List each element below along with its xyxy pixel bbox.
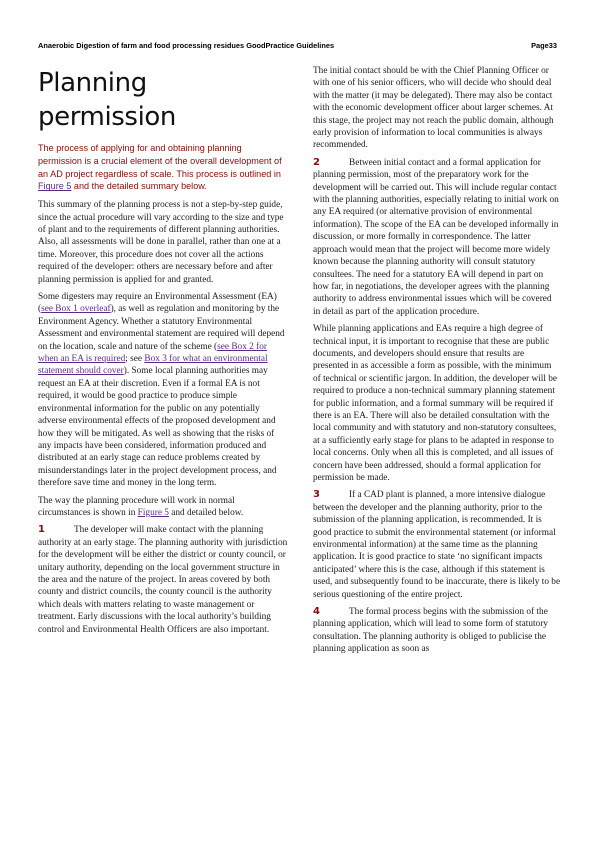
title-line-1: Planning — [38, 68, 147, 98]
intro-text: The process of applying for and obtaining planning permission is a crucial element of the overall development of an AD project regardless of scale. This process is outlined in — [38, 143, 282, 179]
step-4-number: 4 — [313, 606, 320, 618]
ea-text-a: Some digesters may require an Environmental Assessment (EA) ( — [38, 292, 277, 315]
step-4 — [313, 606, 561, 656]
step-1-text: The developer will make contact with the planning authority at an early stage. The planning authority with jurisdiction for the development will be either the district or county council, or unitary authority, depending on the local government structure in the area and the nature of the project. In areas covered by both county and district councils, the county council is the authority which deals with matters relating to waste management or treatment. Early discussions with the local authority’s building control and Environmental Health Officers are also important. — [38, 525, 288, 635]
paragraph-procedure — [38, 495, 288, 520]
procedure-text-b: and detailed below. — [168, 507, 244, 518]
page-title — [38, 66, 288, 134]
box-3-link[interactable]: Box 3 for what an environmental statement should cover — [38, 354, 268, 377]
paragraph-summary: This summary of the planning process is not a step-by-step guide, since the actual procedure will vary according to the size and type of plant and to the requirements of different planning authorities. Also, all assessments will be done in parallel, rather than one at a time. Moreover, this procedure does not cover all the actions required of the developer: others are necessary before and after planning permission is applied for and granted. — [38, 200, 284, 285]
paragraph-initial-contact: The initial contact should be with the Chief Planning Officer or with one of his senior officers, who will decide who should deal with the matter (it may be delegated). There may also be contact with the economic development officer about larger schemes. At this stage, the project may not reach the public domain, although early provision of information to local communities is always recommended. — [313, 66, 554, 151]
step-2-number: 2 — [313, 156, 320, 168]
ea-text-b: ), as well as regulation and monitoring by the Environment Agency. Whether a statutory Environmental Assessment and environmental statement are required will depend on the location, scale and nature of the scheme ( — [38, 304, 285, 352]
figure-5-link[interactable]: Figure 5 — [38, 181, 72, 192]
procedure-text-a: The way the planning procedure will work in normal circumstances is shown in — [38, 495, 235, 518]
step-2-text: Between initial contact and a formal application for planning permission, most of the preparatory work for the development will be carried out. This will include regular contact with the planning authorities, especially relating to initial work on any EA required (or alternative provision of environmental information). The scope of the EA can be developed informally in discussion, or more formally in correspondence. The latter approach would mean that the project will become more widely known because the planning authority will consult statutory consultees. The need for a statutory EA will depend in part on how far, in negotiations, the developer agrees with the planning authority to address environmental issues which will be covered in detail as part of the application procedure. — [313, 157, 559, 317]
right-column — [313, 65, 561, 661]
step-3 — [313, 489, 561, 601]
ea-text-d: ). Some local planning authorities may request an EA at their discretion. Even if a formal EA is not required, it would be good practice to produce simple environmental information for the public on any potentially adverse environmental effects of the proposed development and how they will be mitigated. As well as showing that the risks of any impacts have been considered, information produced and distributed at an early stage can reduce problems created by misunderstandings later in the project development process, and therefore save time and money in the long term. — [38, 366, 277, 489]
ea-text-c: ; see — [125, 354, 145, 365]
figure-5-link-2[interactable]: Figure 5 — [137, 507, 169, 518]
intro-paragraph — [38, 142, 288, 193]
box-1-link[interactable]: see Box 1 overleaf — [41, 304, 111, 315]
paragraph-ea — [38, 291, 288, 490]
header-page-number: Page33 — [531, 41, 557, 50]
intro-text-end: and the detailed summary below. — [71, 181, 207, 192]
left-column — [38, 62, 288, 641]
step-2 — [313, 157, 561, 318]
step-1-number: 1 — [38, 524, 45, 536]
title-line-2: permission — [38, 102, 176, 132]
page-header — [38, 41, 557, 53]
step-3-text: If a CAD plant is planned, a more intensive dialogue between the developer and the planning authority, prior to the submission of the planning application, is recommended. It is good practice to submit the environmental statement (or informal environmental information) at the same time as the planning application. It is good practice to state ‘no significant impacts anticipated’ where this is the case, although if this statement is used, and subsequently found to be inaccurate, there is likely to be serious questioning of the entire project. — [313, 490, 561, 600]
step-3-number: 3 — [313, 489, 320, 501]
box-2-link[interactable]: see Box 2 for when an EA is required — [38, 341, 267, 365]
step-1 — [38, 524, 288, 636]
header-document-title: Anaerobic Digestion of farm and food processing residues GoodPractice Guidelines — [38, 41, 335, 50]
paragraph-technical-input: While planning applications and EAs require a high degree of technical input, it is important to recognise that these are public documents, and developers should ensure that results are presented in as accessible a form as possible, with the minimum of technical or scientific jargon. In addition, the developer will be required to produce a non-technical summary planning statement for public information, and a formal summary will be required if there is an EA. There will also be detailed consultation with the local community and with statutory and non-statutory consultees, at a sufficiently early stage for plans to be adapted in response to local concerns. Only when all this is completed, and all issues of concern have been addressed, should a formal application for permission be made. — [313, 324, 558, 483]
step-4-text: The formal process begins with the submission of the planning application, which will lead to some form of statutory consultation. The planning authority is obliged to publicise the planning application as soon as — [313, 607, 548, 655]
